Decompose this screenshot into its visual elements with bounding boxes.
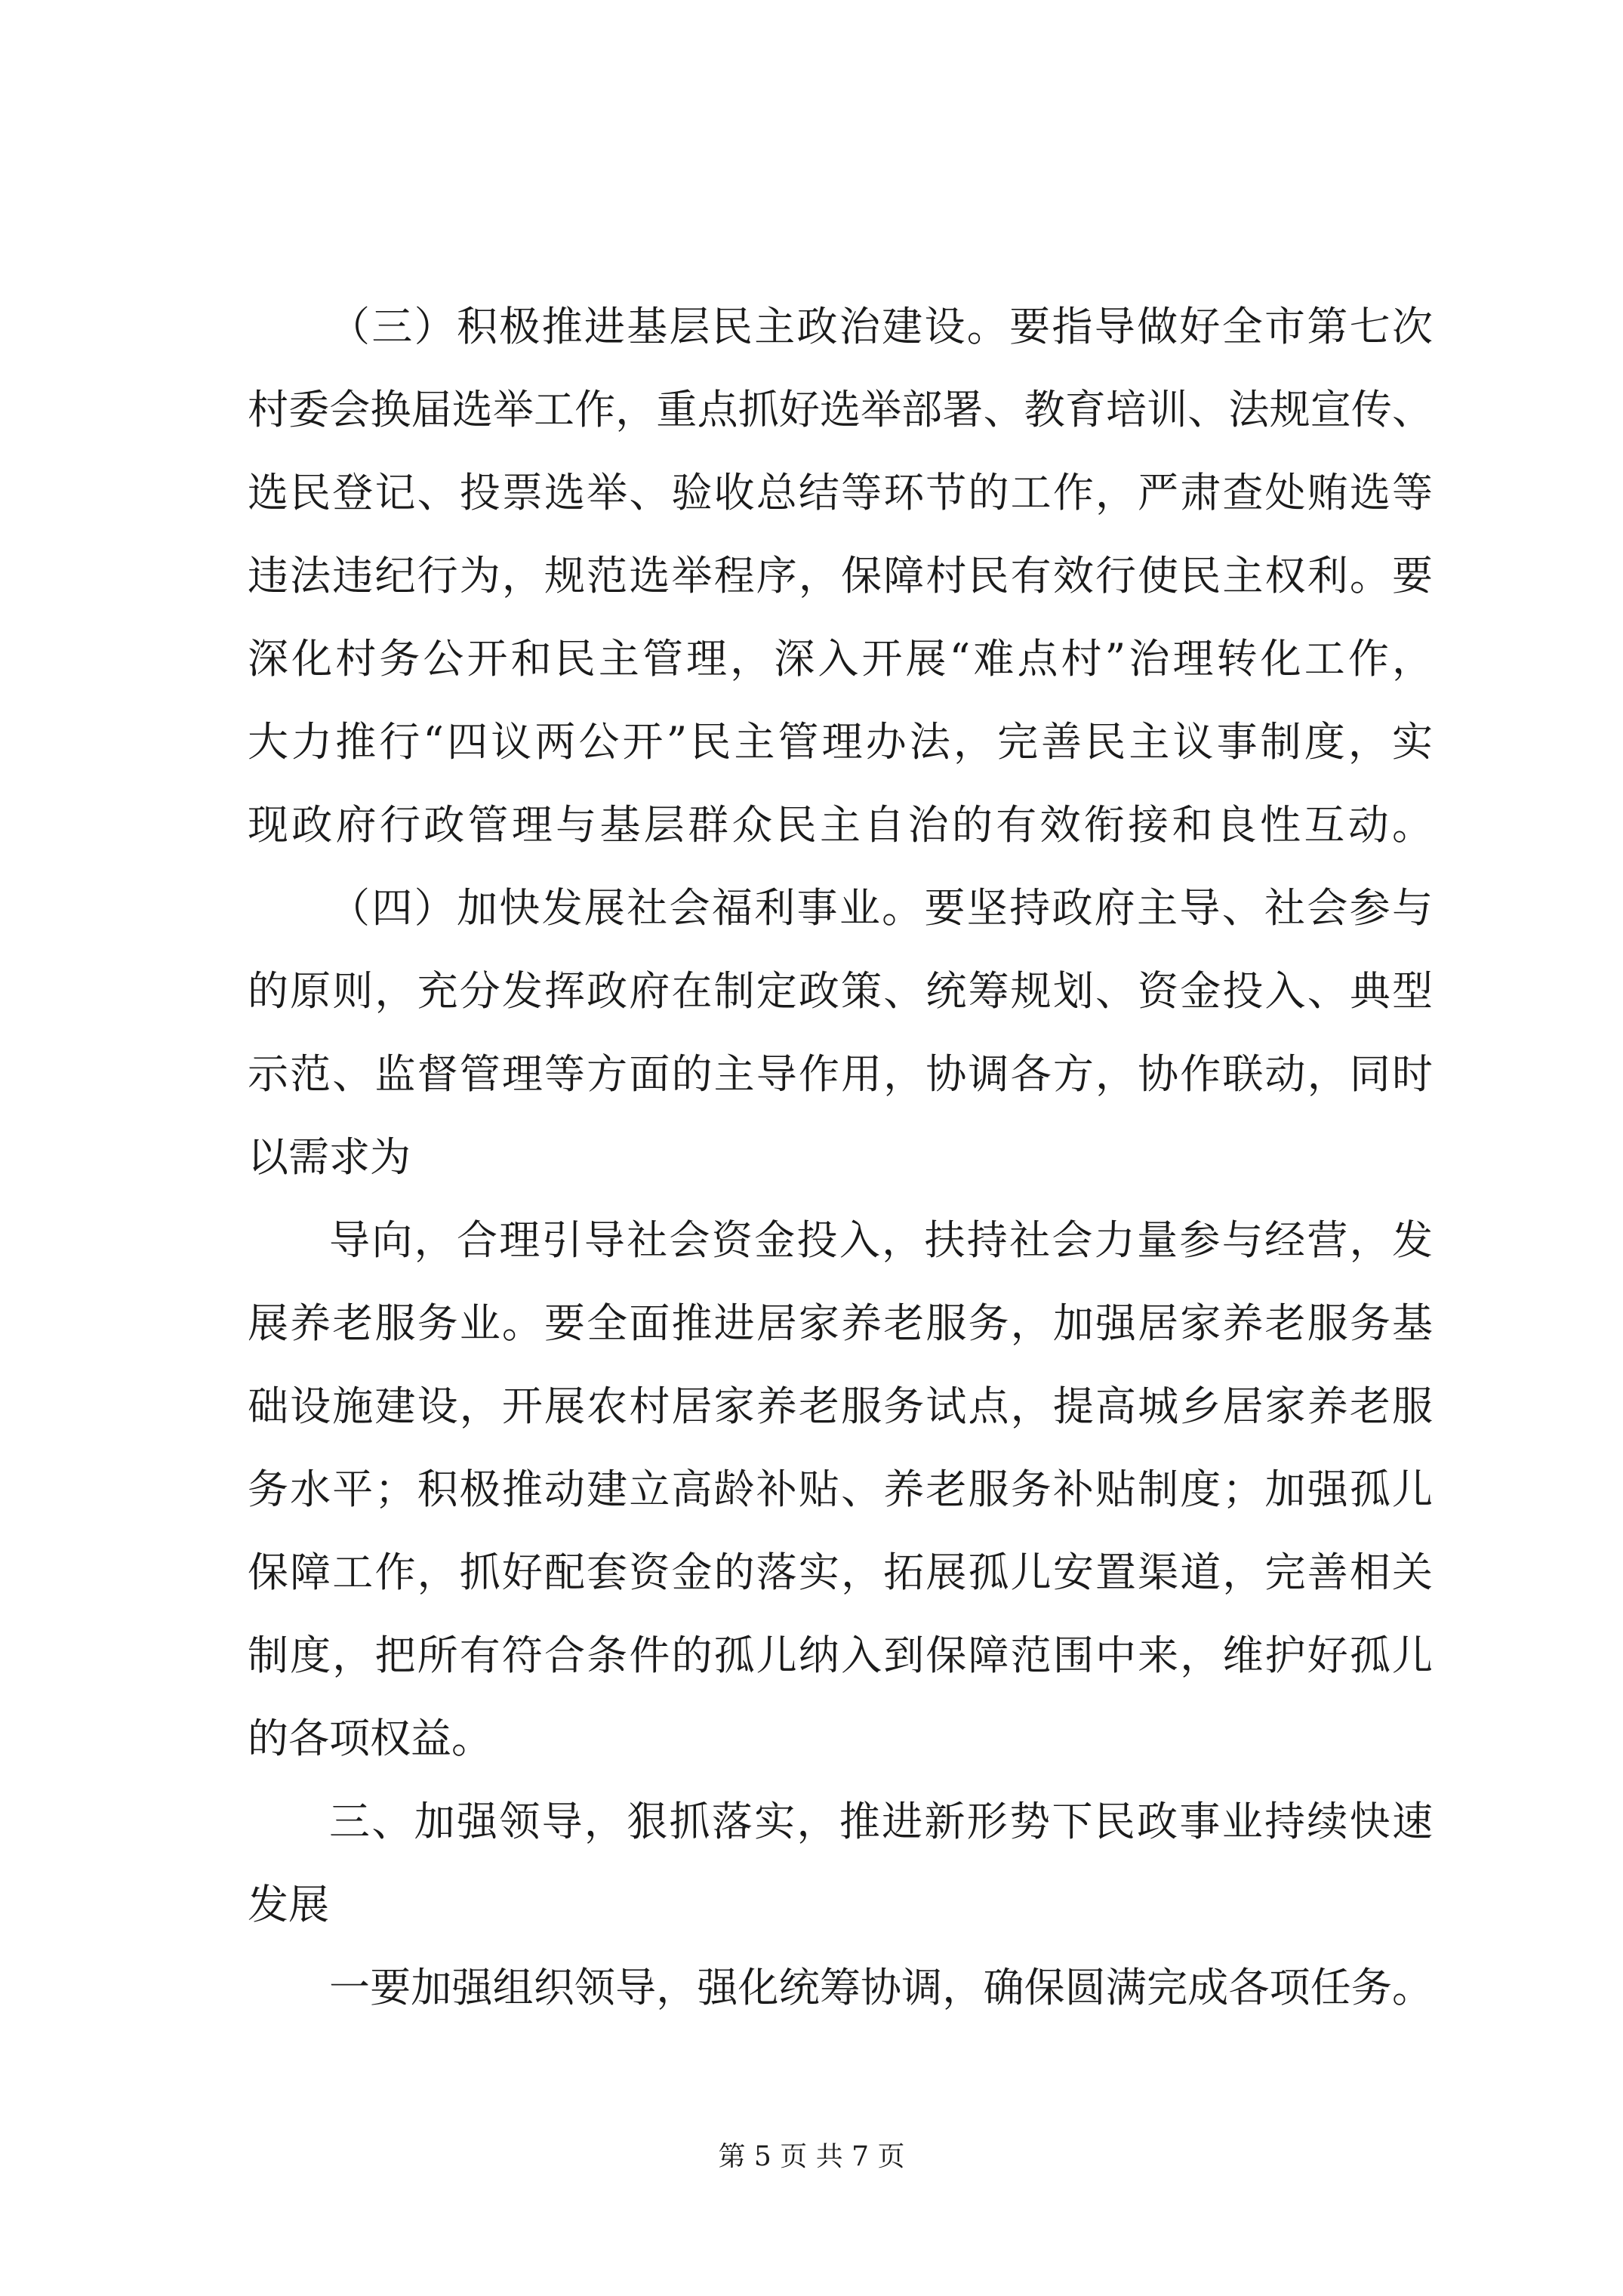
text-line: 展养老服务业。要全面推进居家养老服务，加强居家养老服务基 <box>248 1299 1433 1347</box>
text-line: 务水平；积极推动建立高龄补贴、养老服务补贴制度；加强孤儿 <box>248 1465 1433 1513</box>
text-line: 导向，合理引导社会资金投入，扶持社会力量参与经营，发 <box>329 1216 1433 1264</box>
text-line: 的各项权益。 <box>248 1715 492 1762</box>
text-line: 村委会换届选举工作，重点抓好选举部署、教育培训、法规宣传、 <box>248 386 1433 433</box>
text-line: 保障工作，抓好配套资金的落实，拓展孤儿安置渠道，完善相关 <box>248 1549 1433 1596</box>
text-line: 的原则，充分发挥政府在制定政策、统筹规划、资金投入、典型 <box>248 967 1433 1015</box>
text-line: 示范、监督管理等方面的主导作用，协调各方，协作联动，同时 <box>248 1050 1433 1098</box>
text-line: 现政府行政管理与基层群众民主自治的有效衔接和良性互动。 <box>248 801 1433 849</box>
text-line: 违法违纪行为，规范选举程序，保障村民有效行使民主权利。要 <box>248 552 1433 599</box>
text-line: 础设施建设，开展农村居家养老服务试点，提高城乡居家养老服 <box>248 1382 1433 1430</box>
text-line: 深化村务公开和民主管理，深入开展“难点村”治理转化工作， <box>248 635 1433 683</box>
document-body <box>248 285 1433 2029</box>
text-line: 选民登记、投票选举、验收总结等环节的工作，严肃查处贿选等 <box>248 469 1433 516</box>
text-line: （三）积极推进基层民主政治建设。要指导做好全市第七次 <box>329 303 1433 350</box>
text-line: 一要加强组织领导，强化统筹协调，确保圆满完成各项任务。 <box>329 1964 1433 2011</box>
text-line: 发展 <box>248 1881 329 1928</box>
text-line: （四）加快发展社会福利事业。要坚持政府主导、社会参与 <box>329 884 1433 932</box>
text-line: 大力推行“四议两公开”民主管理办法，完善民主议事制度，实 <box>248 718 1433 766</box>
text-line: 三、加强领导，狠抓落实，推进新形势下民政事业持续快速 <box>329 1798 1433 1845</box>
text-line: 制度，把所有符合条件的孤儿纳入到保障范围中来，维护好孤儿 <box>248 1632 1433 1679</box>
text-line: 以需求为 <box>248 1133 411 1181</box>
page-footer: 第 5 页 共 7 页 <box>718 2141 905 2172</box>
